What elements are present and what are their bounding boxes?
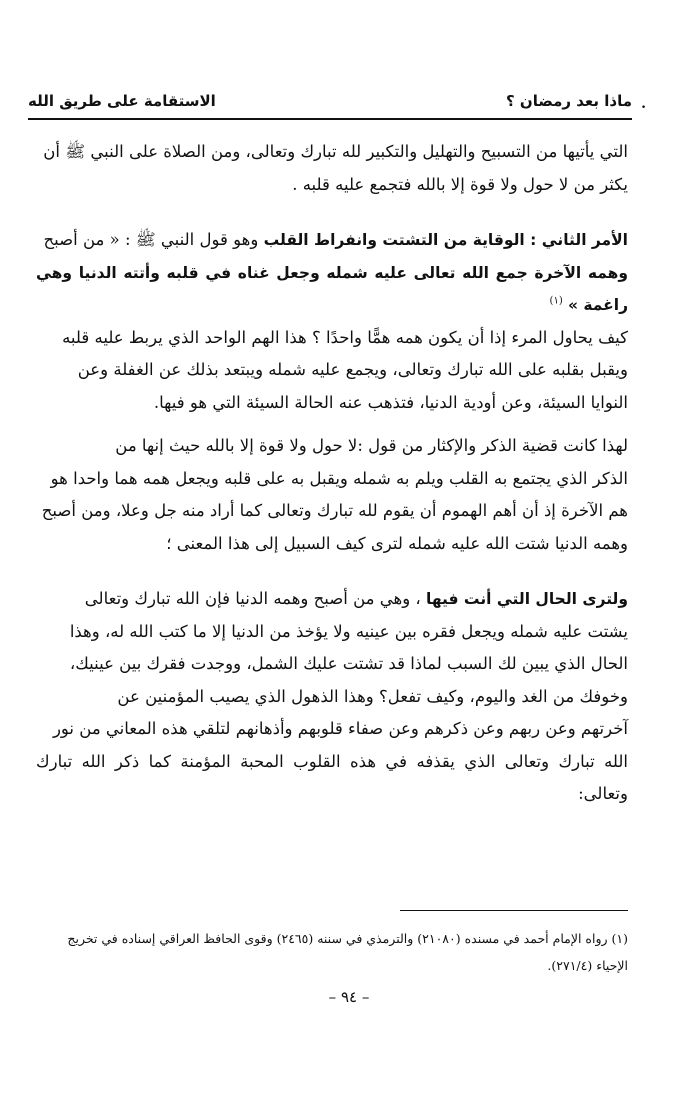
page-body	[36, 136, 628, 811]
section-heading: الأمر الثاني : الوقاية من التشتت وانفراط القلب	[263, 231, 628, 249]
paragraph-lead	[36, 583, 628, 616]
chapter-title: الاستقامة على طريق الله	[28, 92, 216, 110]
running-header	[28, 92, 632, 120]
header-bullet: .	[641, 96, 646, 112]
footnotes	[36, 925, 628, 979]
body-line: لهذا كانت قضية الذكر والإكثار من قول :لا حول ولا قوة إلا بالله حيث إنها من	[115, 436, 628, 455]
hadith-text: وهمه الآخرة جمع الله تعالى عليه شمله وجعل غناه في قلبه وأتته الدنيا وهي راغمة »	[36, 263, 628, 314]
body-line: الحال الذي يبين لك السبب لماذا قد تشتت عليك الشمل، ووجدت فقرك بين عينيك،	[69, 654, 628, 673]
body-line: هم الآخرة إذ أن أهم الهموم أن يقوم لله تبارك وتعالى كما أراد منه جل وعلا، ومن أصبح	[41, 501, 628, 520]
paragraph-hadith-lead	[36, 224, 628, 257]
footnote-line: الإحياء (٢٧١/٤).	[547, 958, 628, 973]
body-line: وهمه الدنيا شتت الله عليه شمله لترى كيف السبيل إلى هذا المعنى ؛	[166, 533, 628, 553]
body-line: النوايا السيئة، وعن أودية الدنيا، فتذهب عنه الحالة السيئة التي هو فيها.	[153, 392, 628, 412]
body-line: يكثر من لا حول ولا قوة إلا بالله فتجمع عليه قلبه .	[292, 174, 628, 194]
footnote-marker: (١)	[549, 295, 563, 307]
section-heading: ولترى الحال التي أنت فيها	[426, 590, 628, 608]
body-line: كيف يحاول المرء إذا أن يكون همه همًّا واحدًا ؟ هذا الهم الواحد الذي يربط عليه قلبه	[62, 327, 628, 347]
body-line: آخرتهم وعن ربهم وعن ذكرهم وعن صفاء قلوبهم وأذهانهم لتلقي هذه المعاني من نور	[52, 719, 628, 738]
book-title: ماذا بعد رمضان ؟	[505, 92, 632, 110]
body-line: الله تبارك وتعالى الذي يقذفه في هذه القلوب المحبة المؤمنة كما ذكر الله تبارك وتعالى:	[36, 751, 628, 803]
footnote-divider	[400, 910, 628, 911]
body-line: يشتت عليه شمله ويجعل فقره بين عينيه ولا يؤخذ من الدنيا إلا ما كتب الله له، وهذا	[69, 621, 628, 641]
hadith-intro: وهو قول النبي ﷺ : « من أصبح	[43, 230, 264, 249]
body-line: ويقبل بقلبه على الله تبارك وتعالى، ويجمع عليه شمله ويبتعد بذلك عن الغفلة وعن	[77, 360, 628, 379]
body-line: التي يأتيها من التسبيح والتهليل والتكبير لله تبارك وتعالى، ومن الصلاة على النبي ﷺ أن	[43, 142, 628, 161]
paragraph-lead-text: ، وهي من أصبح وهمه الدنيا فإن الله تبارك وتعالى	[84, 589, 426, 608]
hadith-text-line	[36, 257, 628, 322]
body-line: الذكر الذي يجتمع به القلب ويلم به شمله ويقبل به على قلبه ويجعل همه هما واحدا هو	[50, 468, 628, 488]
footnote-line: (١) رواه الإمام أحمد في مسنده (٢١٠٨٠) والترمذي في سننه (٢٤٦٥) وقوى الحافظ العراقي إسناده في تخريج	[67, 931, 628, 946]
body-line: وخوفك من الغد واليوم، وكيف تفعل؟ وهذا الذهول الذي يصيب المؤمنين عن	[117, 686, 628, 706]
page-number: – ٩٤ –	[328, 988, 370, 1006]
